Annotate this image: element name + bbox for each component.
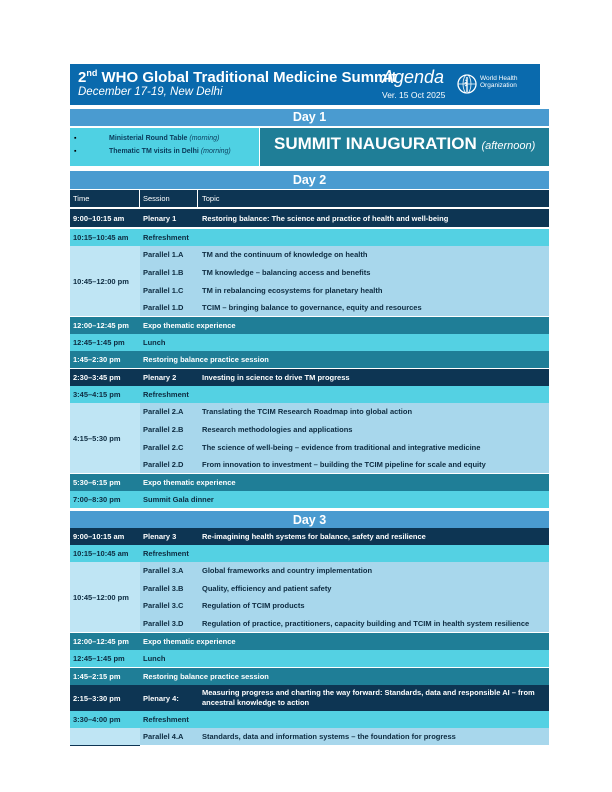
table-row (140, 246, 549, 263)
time-cell: 10:45–12:00 pm (70, 562, 140, 632)
topic-cell: TCIM – bringing balance to governance, equity and resources (202, 303, 422, 312)
table-row (140, 580, 549, 597)
activity-cell: Refreshment (143, 390, 189, 399)
list-item: ▪ Ministerial Round Table (morning) (74, 135, 220, 142)
time-cell: 5:30–6:15 pm (73, 478, 121, 487)
activity-cell: Summit Gala dinner (143, 495, 214, 504)
table-row (140, 421, 549, 438)
topic-cell: Measuring progress and charting the way forward: Standards, data and responsible AI – from ancestral knowledge to action (202, 688, 535, 707)
table-row (70, 633, 549, 650)
table-row (140, 597, 549, 614)
time-cell: 12:45–1:45 pm (73, 338, 125, 347)
time-cell (70, 728, 140, 745)
time-cell: 12:45–1:45 pm (73, 654, 125, 663)
topic-cell: Standards, data and information systems – the foundation for progress (202, 732, 456, 741)
day-3-header: Day 3 (70, 511, 549, 529)
time-cell: 9:00–10:15 am (73, 213, 125, 223)
session-cell: Parallel 3.D (143, 619, 184, 628)
session-cell: Parallel 3.B (143, 584, 184, 593)
time-cell: 3:30–4:00 pm (73, 715, 121, 724)
summit-inauguration-banner (260, 128, 549, 166)
activity-cell: Restoring balance practice session (143, 672, 269, 681)
table-row (70, 650, 549, 667)
who-emblem-icon (457, 74, 477, 94)
bullet-icon: ▪ (74, 148, 77, 155)
table-row (70, 528, 549, 545)
session-cell: Parallel 2.C (143, 443, 184, 452)
inauguration-note: (afternoon) (481, 140, 536, 152)
topic-cell: TM and the continuum of knowledge on health (202, 250, 368, 259)
session-cell: Parallel 2.B (143, 425, 184, 434)
table-row (70, 668, 549, 685)
time-cell: 7:00–8:30 pm (73, 495, 121, 504)
time-cell: 10:45–12:00 pm (70, 246, 140, 316)
session-cell: Parallel 4.A (143, 732, 184, 741)
session-cell: Plenary 2 (143, 373, 177, 382)
table-bottom-rule (70, 745, 140, 746)
table-row (140, 456, 549, 473)
activity-cell: Lunch (143, 654, 166, 663)
topic-cell: TM knowledge – balancing access and benefits (202, 268, 371, 277)
activity-cell: Lunch (143, 338, 166, 347)
time-cell: 2:15–3:30 pm (73, 693, 121, 703)
table-row (70, 351, 549, 368)
topic-cell: Regulation of TCIM products (202, 601, 305, 610)
summit-dates: December 17-19, New Delhi (78, 86, 223, 98)
topic-cell: Investing in science to drive TM progress (202, 373, 350, 382)
table-row (70, 728, 549, 745)
day-1-morning-list (70, 128, 259, 166)
time-cell: 9:00–10:15 am (73, 532, 125, 541)
topic-cell: Restoring balance: The science and practice of health and well-being (202, 213, 449, 223)
time-cell: 12:00–12:45 pm (73, 321, 129, 330)
session-cell: Parallel 1.B (143, 268, 184, 277)
table-row (70, 317, 549, 334)
topic-cell: From innovation to investment – building the TCIM pipeline for scale and equity (202, 460, 486, 469)
topic-column-header: Topic (202, 194, 220, 203)
agenda-label: Agenda (382, 67, 445, 87)
topic-cell: Re-imagining health systems for balance, safety and resilience (202, 532, 426, 541)
activity-cell: Expo thematic experience (143, 478, 236, 487)
topic-cell: The science of well-being – evidence from traditional and integrative medicine (202, 443, 481, 452)
session-cell: Parallel 1.A (143, 250, 184, 259)
day-2-header: Day 2 (70, 171, 549, 189)
table-row (140, 299, 549, 316)
session-cell: Parallel 2.A (143, 407, 184, 416)
bullet-icon: ▪ (74, 135, 77, 142)
session-cell: Parallel 3.A (143, 566, 184, 575)
activity-cell: Refreshment (143, 233, 189, 242)
table-row (140, 403, 549, 420)
topic-cell: Global frameworks and country implementation (202, 566, 373, 575)
time-cell: 2:30–3:45 pm (73, 373, 121, 382)
inauguration-title: SUMMIT INAUGURATION (274, 134, 477, 153)
table-row (140, 264, 549, 281)
list-item: ▪ Thematic TM visits in Delhi (morning) (74, 148, 231, 155)
table-row (140, 562, 549, 579)
time-cell: 1:45–2:30 pm (73, 355, 121, 364)
activity-cell: Expo thematic experience (143, 321, 236, 330)
session-cell: Plenary 4: (143, 693, 179, 703)
session-cell: Parallel 3.C (143, 601, 184, 610)
table-row (70, 711, 549, 728)
day-1-header: Day 1 (70, 109, 549, 126)
activity-cell: Restoring balance practice session (143, 355, 269, 364)
topic-cell: Translating the TCIM Research Roadmap into global action (202, 407, 413, 416)
time-cell: 12:00–12:45 pm (73, 637, 129, 646)
session-cell: Parallel 1.D (143, 303, 184, 312)
session-column-header: Session (140, 190, 198, 207)
table-row (140, 615, 549, 632)
header-banner (70, 64, 540, 105)
activity-cell: Refreshment (143, 715, 189, 724)
topic-cell: Regulation of practice, practitioners, capacity building and TCIM in health system resilience (202, 619, 530, 628)
table-row (70, 474, 549, 491)
table-header-row (70, 190, 549, 207)
topic-cell: TM in rebalancing ecosystems for planetary health (202, 286, 383, 295)
time-cell: 3:45–4:15 pm (73, 390, 121, 399)
session-cell: Plenary 3 (143, 532, 177, 541)
time-cell: 10:15–10:45 am (73, 549, 129, 558)
session-cell: Parallel 2.D (143, 460, 184, 469)
table-row (70, 386, 549, 403)
table-row (70, 491, 549, 508)
who-wordmark: World Health Organization (480, 75, 518, 89)
activity-cell: Expo thematic experience (143, 637, 236, 646)
table-row (140, 282, 549, 299)
time-cell: 10:15–10:45 am (73, 233, 129, 242)
topic-cell: Research methodologies and applications (202, 425, 353, 434)
table-row (70, 369, 549, 386)
time-cell: 4:15–5:30 pm (70, 403, 140, 473)
table-row (70, 229, 549, 246)
activity-cell: Refreshment (143, 549, 189, 558)
table-row (70, 685, 549, 711)
table-row (70, 334, 549, 351)
version-label: Ver. 15 Oct 2025 (382, 90, 446, 100)
session-cell: Parallel 1.C (143, 286, 184, 295)
table-row (70, 545, 549, 562)
time-column-header: Time (70, 190, 140, 207)
session-cell: Plenary 1 (143, 213, 177, 223)
time-cell: 1:45–2:15 pm (73, 672, 121, 681)
topic-cell: Quality, efficiency and patient safety (202, 584, 332, 593)
table-row (70, 209, 549, 227)
table-row (140, 439, 549, 456)
summit-title: 2nd WHO Global Traditional Medicine Summit (78, 68, 397, 86)
